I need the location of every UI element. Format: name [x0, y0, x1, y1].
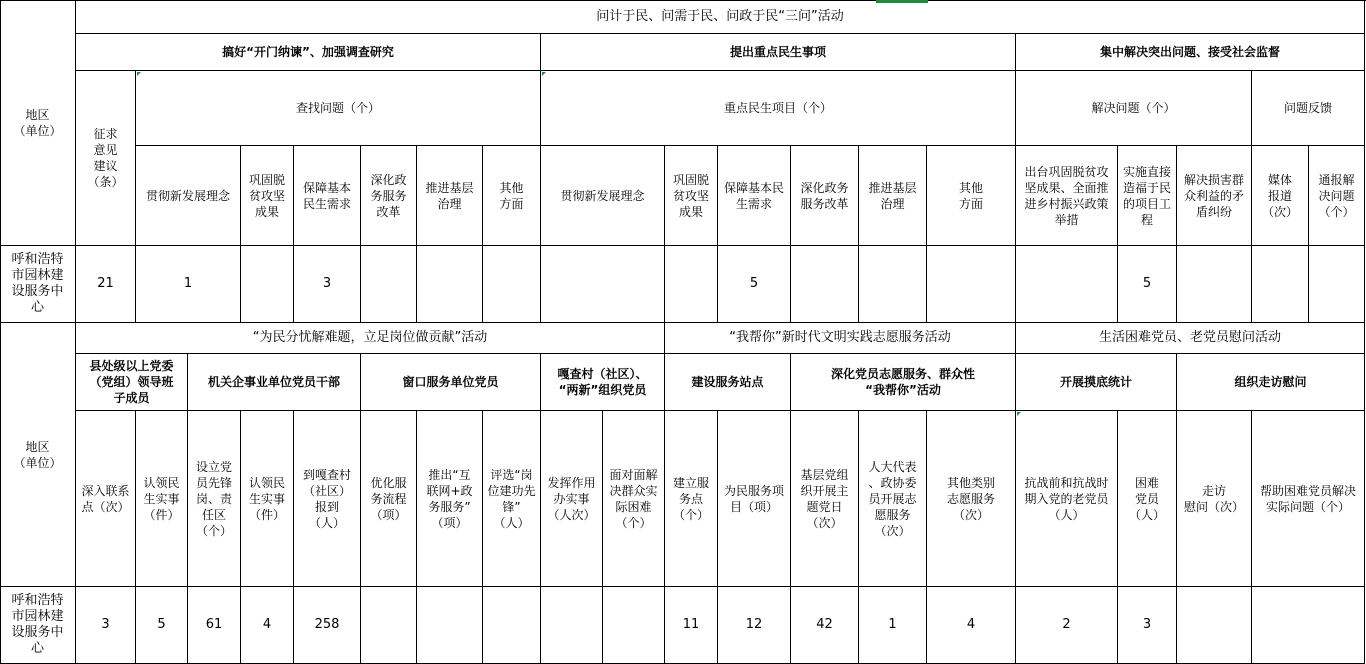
col-header: 推出“互 联网+政 务服务” （项）: [417, 411, 483, 587]
activity-title-volunteer: “我帮你”新时代文明实践志愿服务活动: [665, 323, 1016, 354]
col-header: 其他 方面: [927, 146, 1016, 246]
cell-empty: [1016, 246, 1118, 323]
cell-comment-marker: [1017, 412, 1021, 416]
data-cell: 1: [859, 587, 927, 664]
col-header: 认领民 生实事 （件）: [136, 411, 188, 587]
col-header: 深化政 务服务 改革: [361, 146, 417, 246]
col-header: 建立服 务点 （个）: [665, 411, 718, 587]
data-cell: [361, 587, 417, 664]
col-header: 到嘎查村 （社区） 报到 （人）: [294, 411, 361, 587]
region-header: 地区 （单位）: [0, 323, 76, 587]
data-cell: 12: [718, 587, 791, 664]
cell-empty: [1252, 246, 1309, 323]
col-header: 深入联系 点（次）: [76, 411, 136, 587]
col-header: 人大代表 、政协委 员开展志 愿服务 （次）: [859, 411, 927, 587]
data-cell: [1177, 587, 1252, 664]
cell-project-livelihood: 5: [718, 246, 791, 323]
subheader-solve: 解决问题（个）: [1016, 71, 1252, 146]
group-header-livelihood-items: 提出重点民生事项: [541, 34, 1016, 71]
group-header: 窗口服务单位党员: [361, 354, 541, 411]
cell-comment-marker: [542, 72, 546, 76]
activity-title-condolence: 生活困难党员、老党员慰问活动: [1016, 323, 1365, 354]
data-cell: 42: [791, 587, 859, 664]
col-header-opinions: 征求 意见 建议 （条）: [76, 71, 136, 246]
group-header: 县处级以上党委 （党组）领导班 子成员: [76, 354, 188, 411]
cell-empty: [791, 246, 859, 323]
col-header: 发挥作用 办实事 （人次）: [541, 411, 603, 587]
cell-opinions: 21: [76, 246, 136, 323]
data-cell: [603, 587, 665, 664]
cell-empty: [1177, 246, 1252, 323]
col-header: 设立党 员先锋 岗、责 任区 （个）: [188, 411, 241, 587]
main-title: 问计于民、问需于民、问政于民“三问”活动: [76, 0, 1365, 34]
group-header: 建设服务站点: [665, 354, 791, 411]
cell-empty: [483, 246, 541, 323]
data-cell: 5: [136, 587, 188, 664]
col-header: 优化服 务流程 （项）: [361, 411, 417, 587]
col-header: 保障基本 民生需求: [294, 146, 361, 246]
col-header: 帮助困难党员解决 实际问题（个）: [1252, 411, 1365, 587]
cell-empty: [927, 246, 1016, 323]
data-cell: 4: [241, 587, 294, 664]
data-cell: 2: [1016, 587, 1118, 664]
col-header: 走访 慰问（次）: [1177, 411, 1252, 587]
data-cell: 11: [665, 587, 718, 664]
cell-find-livelihood: 3: [294, 246, 361, 323]
selection-indicator: [876, 0, 928, 3]
data-cell: 258: [294, 587, 361, 664]
col-header: 巩固脱 贫攻坚 成果: [665, 146, 718, 246]
activity-title-solve-problems: “为民分忧解难题，立足岗位做贡献”活动: [76, 323, 665, 354]
col-header: 推进基层 治理: [417, 146, 483, 246]
group-header: 嘎查村（社区）、 “两新”组织党员: [541, 354, 665, 411]
cell-empty: [1309, 246, 1365, 323]
col-header: 媒体 报道 （次）: [1252, 146, 1309, 246]
col-header: 贯彻新发展理念: [136, 146, 241, 246]
data-cell: [1252, 587, 1365, 664]
data-cell: 3: [1118, 587, 1177, 664]
region-header: 地区 （单位）: [0, 0, 76, 246]
col-header: 认领民 生实事 （件）: [241, 411, 294, 587]
group-header-solve-problems: 集中解决突出问题、接受社会监督: [1016, 34, 1365, 71]
col-header: 通报解 决问题 （个）: [1309, 146, 1365, 246]
data-cell: [541, 587, 603, 664]
data-cell: 4: [927, 587, 1016, 664]
group-header: 深化党员志愿服务、群众性 “我帮你”活动: [791, 354, 1016, 411]
subheader-feedback: 问题反馈: [1252, 71, 1365, 146]
data-cell: [417, 587, 483, 664]
cell-empty: [361, 246, 417, 323]
subheader-find-problems: 查找问题（个）: [136, 71, 541, 146]
col-header: 评选“岗 位建功先 锋” （人）: [483, 411, 541, 587]
group-header: 机关企事业单位党员干部: [188, 354, 361, 411]
col-header: 出台巩固脱贫攻 坚成果、全面推 进乡村振兴政策 举措: [1016, 146, 1118, 246]
col-header: 保障基本民 生需求: [718, 146, 791, 246]
region-name: 呼和浩特 市园林建 设服务中 心: [0, 587, 76, 664]
group-header-survey: 搞好“开门纳谏”、加强调查研究: [76, 34, 541, 71]
cell-empty: [859, 246, 927, 323]
data-cell: 61: [188, 587, 241, 664]
col-header: 实施直接 造福于民 的项目工 程: [1118, 146, 1177, 246]
data-cell: 3: [76, 587, 136, 664]
col-header: 其他 方面: [483, 146, 541, 246]
region-name: 呼和浩特 市园林建 设服务中 心: [0, 246, 76, 323]
col-header: 为民服务项 目（项）: [718, 411, 791, 587]
group-header: 开展摸底统计: [1016, 354, 1177, 411]
col-header: 深化政务 服务改革: [791, 146, 859, 246]
col-header: 解决损害群 众利益的矛 盾纠纷: [1177, 146, 1252, 246]
cell-solve-projects: 5: [1118, 246, 1177, 323]
group-header: 组织走访慰问: [1177, 354, 1365, 411]
col-header: 推进基层 治理: [859, 146, 927, 246]
data-cell: [483, 587, 541, 664]
col-header: 困难 党员 （人）: [1118, 411, 1177, 587]
cell-find-new-dev: 1: [136, 246, 241, 323]
cell-empty: [241, 246, 294, 323]
cell-empty: [541, 246, 665, 323]
col-header: 贯彻新发展理念: [541, 146, 665, 246]
col-header: 面对面解 决群众实 际困难 （个）: [603, 411, 665, 587]
col-header: 巩固脱 贫攻坚 成果: [241, 146, 294, 246]
cell-empty: [417, 246, 483, 323]
subheader-key-projects: 重点民生项目（个）: [541, 71, 1016, 146]
col-header: 抗战前和抗战时 期入党的老党员 （人）: [1016, 411, 1118, 587]
cell-empty: [665, 246, 718, 323]
cell-comment-marker: [137, 72, 141, 76]
col-header: 基层党组 织开展主 题党日 （次）: [791, 411, 859, 587]
col-header: 其他类别 志愿服务 （次）: [927, 411, 1016, 587]
